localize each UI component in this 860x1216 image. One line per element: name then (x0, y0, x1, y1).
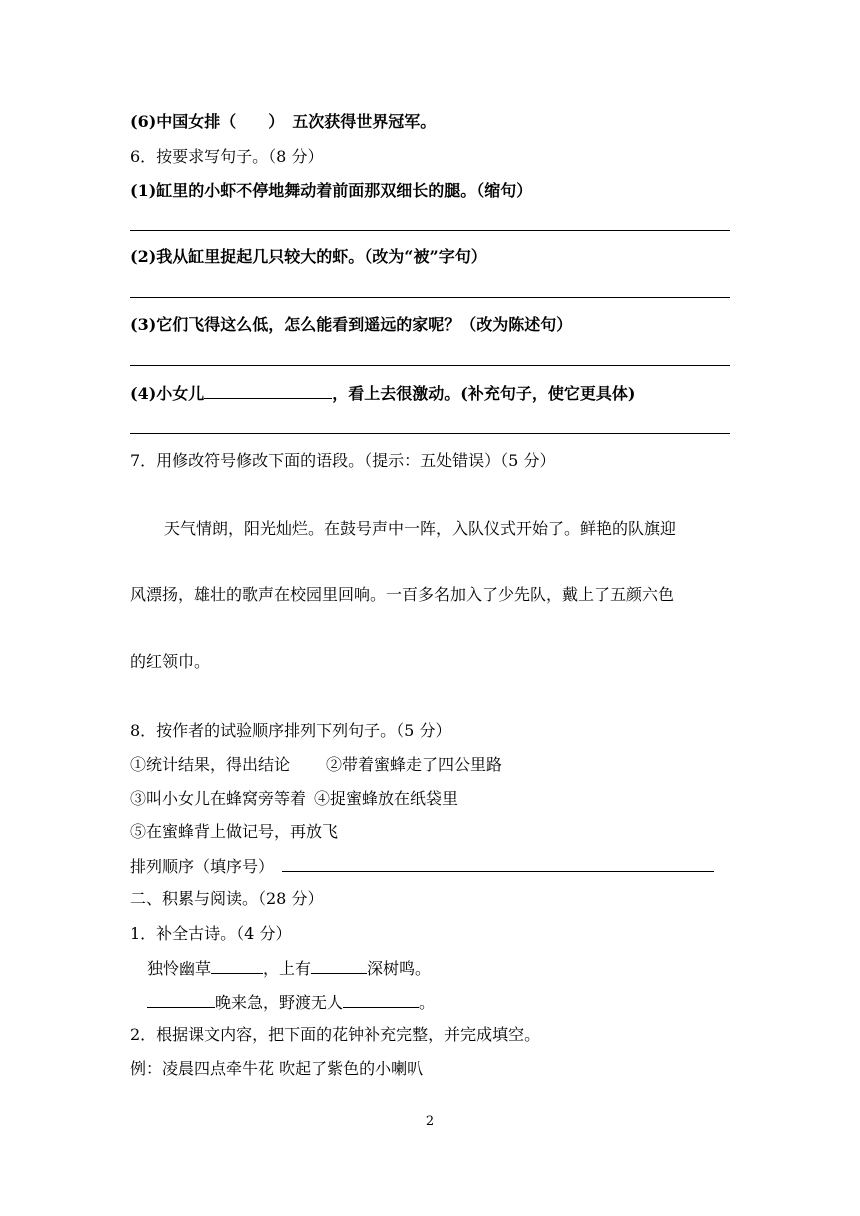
poem-line-2 (147, 991, 435, 1014)
answer-line-2[interactable] (130, 297, 730, 298)
q6-1-text: 缸里的小虾不停地舞动着前面那双细长的腿。（缩句） (156, 181, 533, 200)
q8-option-5: ⑤在蜜蜂背上做记号，再放飞 (130, 822, 339, 841)
s2-q2-title: 2．根据课文内容，把下面的花钟补充完整，并完成填空。 (130, 1025, 541, 1044)
s2-q1-title: 1．补全古诗。（4 分） (130, 924, 292, 943)
s2-q2-example: 例：凌晨四点牵牛花 吹起了紫色的小喇叭 (130, 1059, 424, 1078)
poem1-blank-2[interactable] (311, 957, 367, 974)
q6-6-prefix: (6) (130, 112, 157, 131)
q6-4-text-a: 小女儿 (156, 384, 205, 403)
poem1-a: 独怜幽草 (147, 959, 212, 978)
q6-3-text: 它们飞得这么低，怎么能看到遥远的家呢？（改为陈述句） (156, 315, 573, 334)
q8-options-row-3 (130, 821, 338, 843)
q6-2-text: 我从缸里捉起几只较大的虾。（改为“被”字句） (156, 247, 487, 266)
q7-paragraph-line-2: 风漂扬，雄壮的歌声在校园里回响。一百多名加入了少先队，戴上了五颜六色 (130, 585, 675, 604)
q7-paragraph-line-3: 的红领巾。 (130, 652, 211, 671)
q8-order-label: 排列顺序（填序号） (130, 857, 275, 876)
q8-options-row-1 (130, 754, 502, 776)
q8-order-line (130, 855, 714, 878)
q6-2-prefix: (2) (130, 247, 157, 266)
q8-option-3: ③叫小女儿在蜂窝旁等着 (130, 789, 307, 808)
q6-4-prefix: (4) (130, 384, 157, 403)
q8-option-4: ④捉蜜蜂放在纸袋里 (314, 789, 459, 808)
poem1-b: ，上有 (263, 959, 312, 978)
q6-item-3 (130, 314, 572, 336)
q7-paragraph-line-1: 天气情朗，阳光灿烂。在鼓号声中一阵，入队仪式开始了。鲜艳的队旗迎 (164, 519, 677, 538)
q6-item-6 (130, 111, 436, 133)
q6-1-prefix: (1) (130, 181, 157, 200)
poem-line-1 (147, 957, 431, 980)
q6-3-prefix: (3) (130, 315, 157, 334)
q6-item-4 (130, 382, 635, 405)
q8-option-1: ①统计结果，得出结论 (130, 755, 291, 774)
q8-title: 8．按作者的试验顺序排列下列句子。（5 分） (130, 721, 452, 740)
page-number: 2 (425, 1114, 435, 1129)
q6-item-1 (130, 180, 532, 202)
section-2-title: 二、积累与阅读。（28 分） (130, 889, 324, 908)
q6-4-text-b: ，看上去很激动。(补充句子，使它更具体) (332, 384, 636, 403)
poem2-b: 。 (419, 993, 436, 1012)
q8-order-blank[interactable] (282, 855, 714, 872)
q8-options-row-2 (130, 788, 458, 810)
q6-item-2 (130, 246, 487, 268)
q6-6-text: 中国女排（ ） 五次获得世界冠军。 (156, 112, 437, 131)
poem1-c: 深树鸣。 (367, 959, 432, 978)
q8-option-2: ②带着蜜蜂走了四公里路 (326, 755, 503, 774)
answer-line-4[interactable] (130, 433, 730, 434)
answer-line-1[interactable] (130, 230, 730, 231)
poem2-blank-1[interactable] (147, 991, 215, 1008)
poem2-blank-2[interactable] (343, 991, 419, 1008)
poem1-blank-1[interactable] (211, 957, 263, 974)
q6-title: 6．按要求写句子。（8 分） (130, 147, 324, 166)
poem2-a: 晚来急，野渡无人 (215, 993, 344, 1012)
q7-title: 7．用修改符号修改下面的语段。（提示：五处错误）（5 分） (130, 451, 556, 470)
answer-line-3[interactable] (130, 365, 730, 366)
q6-4-blank[interactable] (204, 382, 332, 399)
